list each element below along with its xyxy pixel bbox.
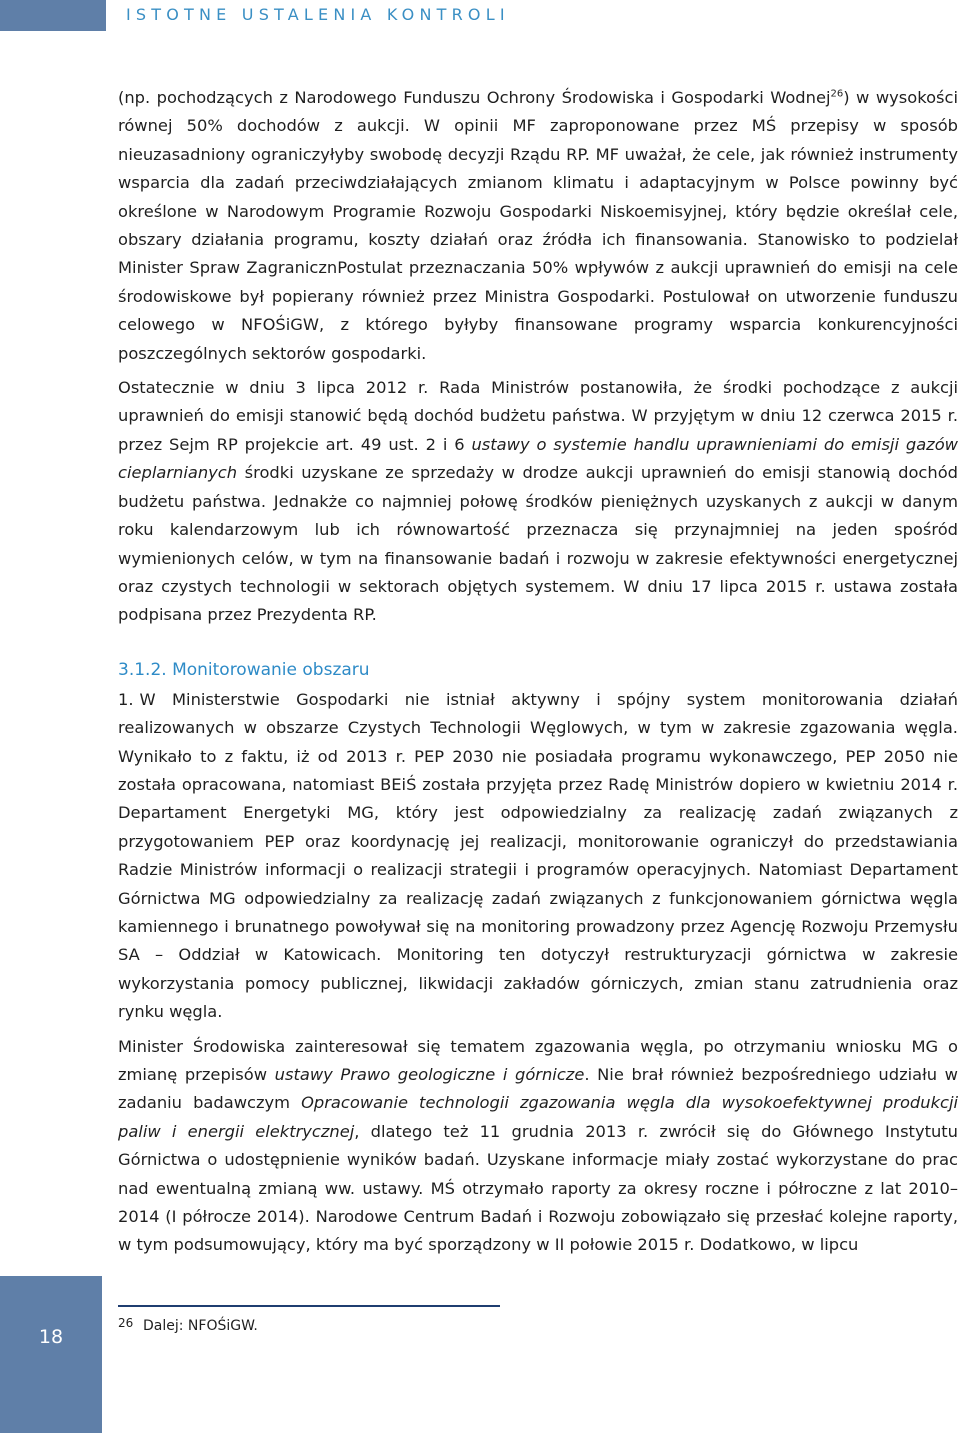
footnote-reference-26[interactable]: 26 [830,88,844,100]
paragraph-4-text-b: . Nie brał również bezpośredniego udziału w zadaniu badawczym [118,1065,958,1113]
page-number-bar [0,1276,102,1433]
paragraph-4-text-a: Minister Środowiska zainteresował się tematem zgazowania węgla, po otrzymaniu wniosku MG o zmianę przepisów [118,1036,958,1084]
paragraph-4 [118,1033,958,1260]
paragraph-3-number: 1. [118,689,134,709]
paragraph-1 [118,84,958,368]
paragraph-3-text: W Ministerstwie Gospodarki nie istniał aktywny i spójny system monitorowania działań realizowanych w obszarze Czystych Technologii Węglowych, w tym w zakresie zgazowania węgla. Wynikało to z faktu, iż od 2013 r. PEP 2030 nie posiadała programu wykonawczego, PEP 2050 nie została opracowana, natomiast BEiŚ została przyjęta przez Radę Ministrów dopiero w kwietniu 2014 r. Departament Energetyki MG, który jest odpowiedzialny za realizację zadań związanych z przygotowaniem PEP oraz koordynację jej realizacji, monitorowanie ograniczył do przedstawiania Radzie Ministrów informacji o realizacji strategii i programów operacyjnych. Natomiast Departament Górnictwa MG odpowiedzialny za realizację zadań związanych z funkcjonowaniem górnictwa węgla kamiennego i brunatnego powoływał się na monitoring prowadzony przez Agencję Rozwoju Przemysłu SA – Oddział w Katowicach. Monitoring ten dotyczył restrukturyzacji górnictwa w zakresie wykorzystania pomocy publicznej, likwidacji zakładów górniczych, zmian stanu zatrudnienia oraz rynku węgla. [118,689,958,1022]
section-heading: 3.1.2. Monitorowanie obszaru [118,659,370,680]
paragraph-1-text-b: ) w wysokości równej 50% dochodów z aukcji. W opinii MF zaproponowane przez MŚ przepisy w sposób nieuzasadniony ograniczyłyby swobodę decyzji Rządu RP. MF uważał, że cele, jak również instrumenty wsparcia dla zadań przeciwdziałających zmianom klimatu i adaptacyjnym w Polsce powinny być określone w Narodowym Programie Rozwoju Gospodarki Niskoemisyjnej, który będzie określał cele, obszary działania programu, koszty działań oraz źródła ich finansowania. Stanowisko to podzielał Minister Spraw ZagranicznPostulat przeznaczania 50% wpływów z aukcji uprawnień do emisji na cele środowiskowe był popierany również przez Ministra Gospodarki. Postulował on utworzenie funduszu celowego w NFOŚiGW, z którego byłyby finansowane programy wsparcia konkurencyjności poszczególnych sektorów gospodarki. [118,88,958,363]
paragraph-2-text-b: środki uzyskane ze sprzedaży w drodze aukcji uprawnień do emisji stanowią dochód budżetu państwa. Jednakże co najmniej połowę środków pieniężnych uzyskanych z aukcji w danym roku kalendarzowym lub ich równowartość przeznacza się przynajmniej na jeden spośród wymienionych celów, w tym na finansowanie badań i rozwoju w zakresie efektywności energetycznej oraz czystych technologii w sektorach objętych systemem. W dniu 17 lipca 2015 r. ustawa została podpisana przez Prezydenta RP. [118,463,958,625]
paragraph-2-text-a: Ostatecznie w dniu 3 lipca 2012 r. Rada Ministrów postanowiła, że środki pochodzące z aukcji uprawnień do emisji stanowić będą dochód budżetu państwa. W przyjętym w dniu 12 czerwca 2015 r. przez Sejm RP projekcie art. 49 ust. 2 i 6 [118,378,958,454]
running-header-title: ISTOTNE USTALENIA KONTROLI [126,5,510,24]
paragraph-2-act-title: ustawy o systemie handlu uprawnieniami do emisji gazów cieplarnianych [118,434,958,483]
paragraph-4-text-c: , dlatego też 11 grudnia 2013 r. zwrócił się do Głównego Instytutu Górnictwa o udostępnienie wyników badań. Uzyskane informacje miały zostać wykorzystane do prac nad ewentualną zmianą ww. ustawy. MŚ otrzymało raporty za okresy roczne i półroczne z lat 2010–2014 (I półrocze 2014). Narodowe Centrum Badań i Rozwoju zobowiązało się przesłać kolejne raporty, w tym podsumowujący, który ma być sporządzony w II połowie 2015 r. Dodatkowo, w lipcu [118,1121,958,1255]
main-content [118,84,958,1260]
footnote-marker: 26 [118,1316,134,1330]
footnote [118,1313,258,1336]
footnote-divider [118,1305,500,1307]
paragraph-2 [118,374,958,630]
header-color-bar [0,0,106,31]
paragraph-4-act-title: ustawy Prawo geologiczne i górnicze [274,1065,585,1084]
paragraph-3 [118,686,958,1027]
paragraph-4-task-title: Opracowanie technologii zgazowania węgla dla wysokoefektywnej produkcji paliw i energii elektrycznej [118,1093,958,1141]
page-number: 18 [38,1326,64,1348]
footnote-text: Dalej: NFOŚiGW. [143,1318,258,1334]
paragraph-1-text-a: (np. pochodzących z Narodowego Funduszu Ochrony Środowiska i Gospodarki Wodnej [118,88,831,107]
